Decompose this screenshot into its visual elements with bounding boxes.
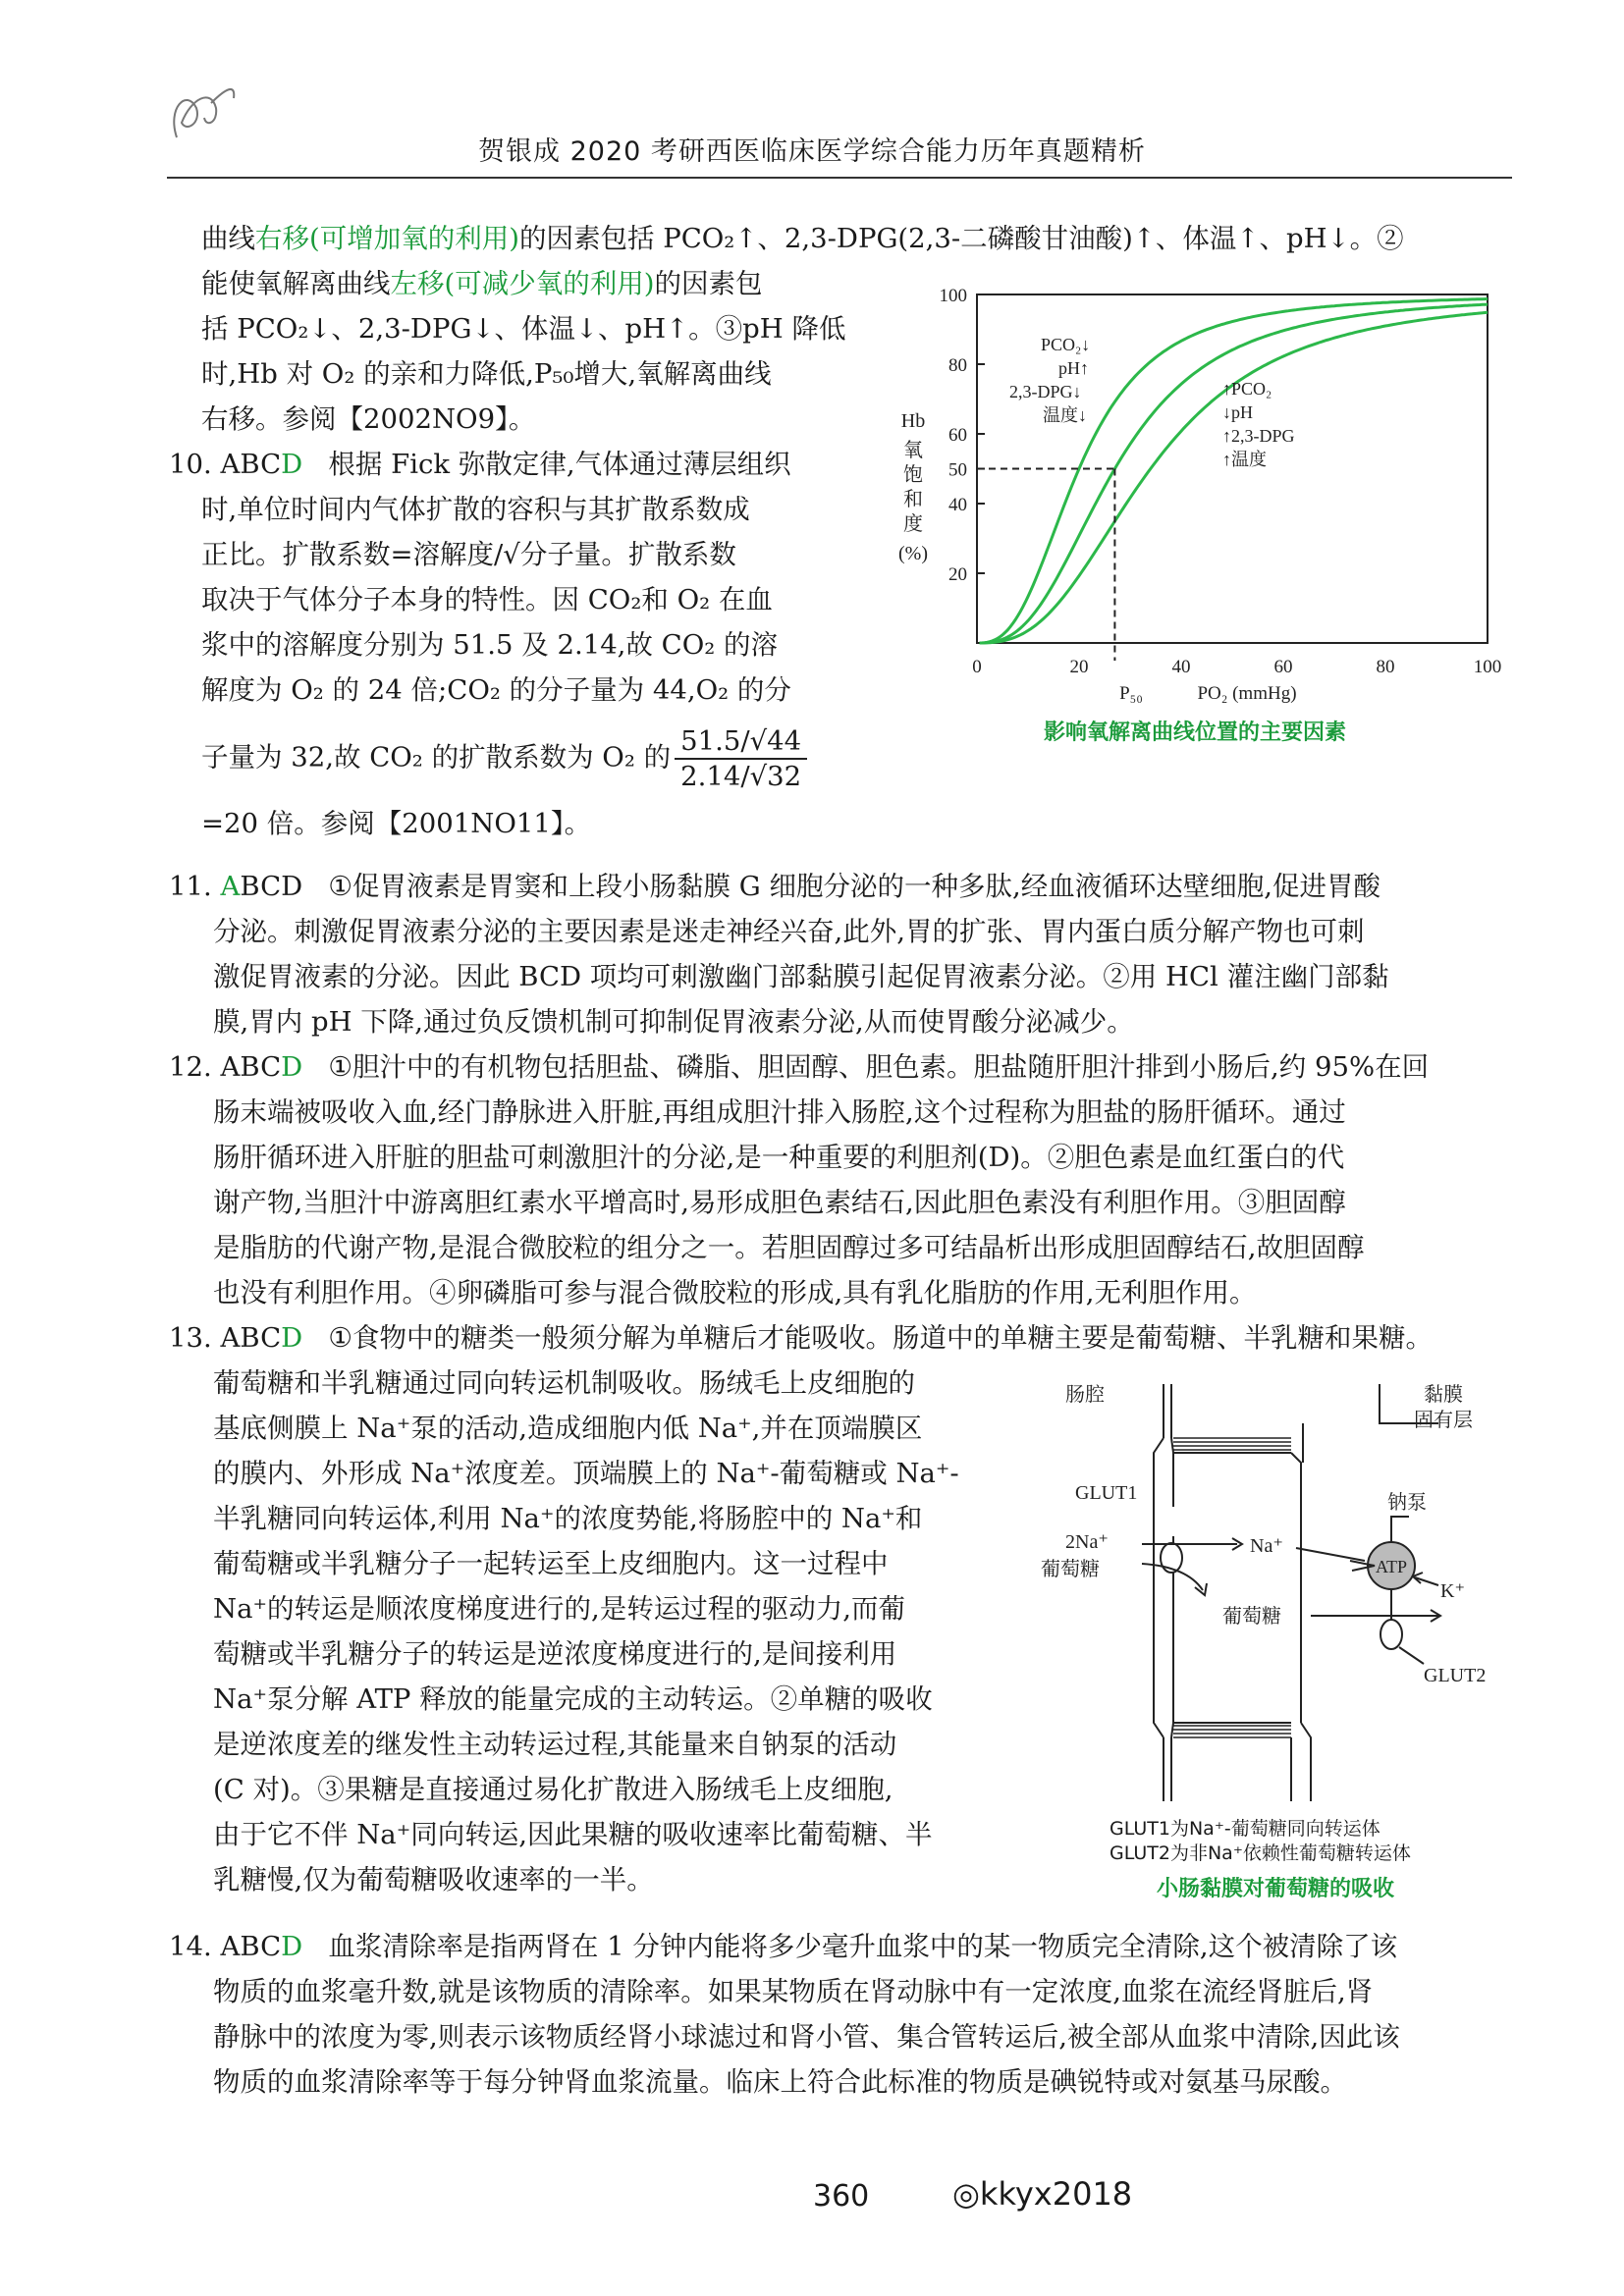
- text: 葡萄糖或半乳糖分子一起转运至上皮细胞内。这一过程中: [213, 1548, 889, 1579]
- text: =20 倍。参阅【2001NO11】。: [201, 808, 592, 839]
- right-shift-factors: [1222, 379, 1295, 469]
- text: (C 对)。③果糖是直接通过易化扩散进入肠绒毛上皮细胞,: [213, 1774, 893, 1805]
- text: 括 PCO₂↓、2,3-DPG↓、体温↓、pH↑。③pH 降低: [201, 313, 846, 345]
- text: 激促胃液素的分泌。因此 BCD 项均可刺激幽门部黏膜引起促胃液素分泌。②用 HCl 灌注幽门部黏: [213, 961, 1389, 992]
- highlight-left-shift: 左移(可减少氧的利用): [390, 268, 655, 299]
- left-shift-factors: [1009, 335, 1090, 425]
- glucose-lumen-label: 葡萄糖: [1041, 1559, 1100, 1580]
- factor-pco2-up: ↑PCO₂: [1222, 379, 1272, 399]
- text: 是脂肪的代谢产物,是混合微胶粒的组分之一。若胆固醇过多可结晶析出形成胆固醇结石,故胆固醇: [213, 1232, 1365, 1263]
- y-tick-label: 80: [948, 355, 967, 376]
- question-number: 10.: [169, 449, 212, 480]
- glut1-label: GLUT1: [1075, 1482, 1138, 1504]
- text: ①食物中的糖类一般须分解为单糖后才能吸收。肠道中的单糖主要是葡萄糖、半乳糖和果糖。: [328, 1322, 1434, 1354]
- page-header: 贺银成 2020 考研西医临床医学综合能力历年真题精析: [478, 136, 1146, 167]
- normal-curve: [980, 304, 1488, 643]
- figure2-note-1: GLUT1为Na⁺-葡萄糖同向转运体: [1110, 1818, 1380, 1840]
- text: 谢产物,当胆汁中游离胆红素水平增高时,易形成胆色素结石,因此胆色素没有利胆作用。③胆固醇: [213, 1187, 1346, 1218]
- wechat-icon: ◎: [952, 2175, 980, 2213]
- text: 半乳糖同向转运体,利用 Na⁺的浓度势能,将肠腔中的 Na⁺和: [213, 1503, 923, 1534]
- y-label-5: 度: [903, 513, 923, 535]
- na-label: Na⁺: [1250, 1535, 1283, 1557]
- mucosa-label-1: 黏膜: [1424, 1384, 1463, 1406]
- x-tick-label: 60: [1273, 657, 1293, 677]
- text: 的因素包括 PCO₂↑、2,3-DPG(2,3-二磷酸甘油酸)↑、体温↑、pH↓。②: [518, 223, 1404, 254]
- mucosa-label-2: 固有层: [1414, 1410, 1473, 1431]
- factor-ph-up: pH↑: [1058, 358, 1089, 378]
- diagram-labels: [1041, 1383, 1486, 1686]
- answer: ABC: [220, 449, 282, 480]
- figure2-caption: 小肠黏膜对葡萄糖的吸收: [1157, 1877, 1395, 1901]
- glut2-label: GLUT2: [1424, 1665, 1487, 1686]
- y-label-3: 饱: [903, 464, 923, 486]
- y-label-1: Hb: [900, 410, 926, 432]
- text: 分泌。刺激促胃液素分泌的主要因素是迷走神经兴奋,此外,胃的扩张、胃内蛋白质分解产物也可刺: [213, 916, 1365, 947]
- k-label: K⁺: [1440, 1580, 1465, 1602]
- answer: ABC: [220, 1931, 282, 1962]
- answer: ABC: [220, 1051, 282, 1083]
- sodium-pump-label: 钠泵: [1387, 1492, 1427, 1514]
- text: 物质的血浆清除率等于每分钟肾血浆流量。临床上符合此标准的物质是碘锐特或对氨基马尿酸。: [213, 2066, 1347, 2098]
- text: Na⁺泵分解 ATP 释放的能量完成的主动转运。②单糖的吸收: [213, 1683, 933, 1715]
- fraction: [675, 724, 807, 793]
- text: 子量为 32,故 CO₂ 的扩散系数为 O₂ 的: [201, 741, 672, 774]
- y-tick-label: 40: [948, 495, 967, 515]
- x-tick-label: 0: [972, 657, 982, 677]
- factor-dpg-up: ↑2,3-DPG: [1222, 426, 1295, 446]
- answer-highlight: D: [281, 1931, 303, 1962]
- header-rule: [167, 177, 1512, 179]
- watermark-text: kkyx2018: [979, 2175, 1133, 2213]
- y-tick-label: 50: [948, 459, 967, 481]
- q11: [169, 864, 1389, 1044]
- tight-junctions: [1173, 1438, 1291, 1737]
- text: 乳糖慢,仅为葡萄糖吸收速率的一半。: [213, 1864, 654, 1896]
- text: 肠末端被吸收入血,经门静脉进入肝脏,再组成胆汁排入肠腔,这个过程称为胆盐的肠肝循环。通过: [213, 1096, 1346, 1128]
- text: 的因素包: [654, 268, 763, 299]
- axis-ticks: [940, 286, 1502, 677]
- page-number: 360: [813, 2179, 870, 2214]
- answer-highlight: D: [281, 449, 303, 480]
- glucose-absorption-diagram: [1026, 1369, 1517, 1811]
- q10: [169, 442, 811, 846]
- na-to-pump: [1296, 1548, 1365, 1561]
- glucose-cell-label: 葡萄糖: [1222, 1606, 1281, 1628]
- text: 取决于气体分子本身的特性。因 CO₂和 O₂ 在血: [201, 584, 773, 615]
- text: 血浆清除率是指两肾在 1 分钟内能将多少毫升血浆中的某一物质完全清除,这个被清除了该: [328, 1931, 1398, 1962]
- factor-ph-down: ↓pH: [1222, 402, 1253, 422]
- right-shifted-curve: [980, 312, 1488, 643]
- q12: [169, 1044, 1429, 1315]
- answer-highlight: A: [220, 871, 241, 902]
- question-number: 12.: [169, 1051, 212, 1083]
- text: 肠肝循环进入肝脏的胆盐可刺激胆汁的分泌,是一种重要的利胆剂(D)。②胆色素是血红蛋白的代: [213, 1142, 1345, 1173]
- glut2-transporter: [1380, 1620, 1402, 1649]
- answer: ABC: [220, 1322, 282, 1354]
- y-tick-label: 100: [939, 286, 967, 306]
- text: 萄糖或半乳糖分子的转运是逆浓度梯度进行的,是间接利用: [213, 1638, 897, 1670]
- lumen-label: 肠腔: [1065, 1384, 1105, 1406]
- text: ①促胃液素是胃窦和上段小肠黏膜 G 细胞分泌的一种多肽,经血液循环达壁细胞,促进胃酸: [328, 871, 1380, 902]
- answer-highlight: D: [281, 1322, 303, 1354]
- text: 由于它不伴 Na⁺同向转运,因此果糖的吸收速率比葡萄糖、半: [213, 1819, 933, 1850]
- text: 是逆浓度差的继发性主动转运过程,其能量来自钠泵的活动: [213, 1729, 897, 1760]
- text: 基底侧膜上 Na⁺泵的活动,造成细胞内低 Na⁺,并在顶端膜区: [213, 1413, 923, 1444]
- question-number: 13.: [169, 1322, 212, 1354]
- text: 物质的血浆毫升数,就是该物质的清除率。如果某物质在肾动脉中有一定浓度,血浆在流经肾脏后,肾: [213, 1976, 1374, 2007]
- fraction-numerator: 51.5/√44: [675, 724, 807, 760]
- answer-highlight: D: [281, 1051, 303, 1083]
- pump-out: [1391, 1517, 1409, 1542]
- text: 解度为 O₂ 的 24 倍;CO₂ 的分子量为 44,O₂ 的分: [201, 674, 791, 706]
- q14: [169, 1924, 1400, 2105]
- text: 时,单位时间内气体扩散的容积与其扩散系数成: [201, 494, 750, 525]
- text: 能使氧解离曲线: [201, 268, 391, 299]
- text: 也没有利胆作用。④卵磷脂可参与混合微胶粒的形成,具有乳化脂肪的作用,无利胆作用。: [213, 1277, 1257, 1308]
- question-number: 14.: [169, 1931, 212, 1962]
- text: 的膜内、外形成 Na⁺浓度差。顶端膜上的 Na⁺-葡萄糖或 Na⁺-: [213, 1458, 959, 1489]
- na2-label: 2Na⁺: [1065, 1531, 1109, 1553]
- glucose-arrow-head: [1195, 1583, 1207, 1595]
- text: 根据 Fick 弥散定律,气体通过薄层组织: [328, 449, 791, 480]
- x-tick-label: 40: [1171, 657, 1191, 677]
- text: ①胆汁中的有机物包括胆盐、磷脂、胆固醇、胆色素。胆盐随肝胆汁排到小肠后,约 95%在回: [328, 1051, 1430, 1083]
- text: 曲线: [201, 223, 255, 254]
- figure2-note-2: GLUT2为非Na⁺依赖性葡萄糖转运体: [1110, 1842, 1411, 1864]
- glut2-pointer: [1399, 1647, 1424, 1664]
- text: 右移。参阅【2002NO9】。: [201, 403, 536, 435]
- text: 浆中的溶解度分别为 51.5 及 2.14,故 CO₂ 的溶: [201, 629, 779, 661]
- y-label-2: 氧: [903, 440, 923, 461]
- factor-pco2-down: PCO₂↓: [1041, 335, 1091, 354]
- highlight-right-shift: 右移(可增加氧的利用): [255, 223, 519, 254]
- text: 正比。扩散系数=溶解度/√分子量。扩散系数: [201, 539, 736, 570]
- y-axis-title: [898, 410, 928, 564]
- text: 膜,胃内 pH 下降,通过负反馈机制可抑制促胃液素分泌,从而使胃酸分泌减少。: [213, 1006, 1134, 1038]
- text: 时,Hb 对 O₂ 的亲和力降低,P₅₀增大,氧解离曲线: [201, 358, 772, 390]
- answer: BCD: [240, 871, 303, 902]
- figure1-caption: 影响氧解离曲线位置的主要因素: [1044, 721, 1347, 745]
- x-tick-label: 100: [1473, 657, 1502, 677]
- y-tick-label: 60: [948, 425, 967, 446]
- oxygen-dissociation-figure: [884, 270, 1512, 731]
- y-label-4: 和: [903, 489, 923, 510]
- text: Na⁺的转运是顺浓度梯度进行的,是转运过程的驱动力,而葡: [213, 1593, 905, 1625]
- factor-temp-down: 温度↓: [1043, 405, 1087, 425]
- factor-dpg-down: 2,3-DPG↓: [1009, 382, 1082, 401]
- x-tick-label: 20: [1069, 657, 1089, 677]
- x-axis-label: PO₂ (mmHg): [1197, 683, 1297, 704]
- fraction-denominator: 2.14/√32: [680, 761, 802, 792]
- text: 静脉中的浓度为零,则表示该物质经肾小球滤过和肾小管、集合管转运后,被全部从血浆中清除,因此该: [213, 2021, 1400, 2053]
- text: 葡萄糖和半乳糖通过同向转运机制吸收。肠绒毛上皮细胞的: [213, 1367, 915, 1399]
- factor-temp-up: ↑温度: [1222, 450, 1267, 469]
- y-label-6: (%): [898, 543, 928, 564]
- atp-label: ATP: [1375, 1557, 1408, 1576]
- y-tick-label: 20: [948, 564, 967, 585]
- x-tick-label: 80: [1376, 657, 1395, 677]
- p50-label: P₅₀: [1119, 683, 1143, 704]
- question-number: 11.: [169, 871, 212, 902]
- watermark: [952, 2175, 1132, 2213]
